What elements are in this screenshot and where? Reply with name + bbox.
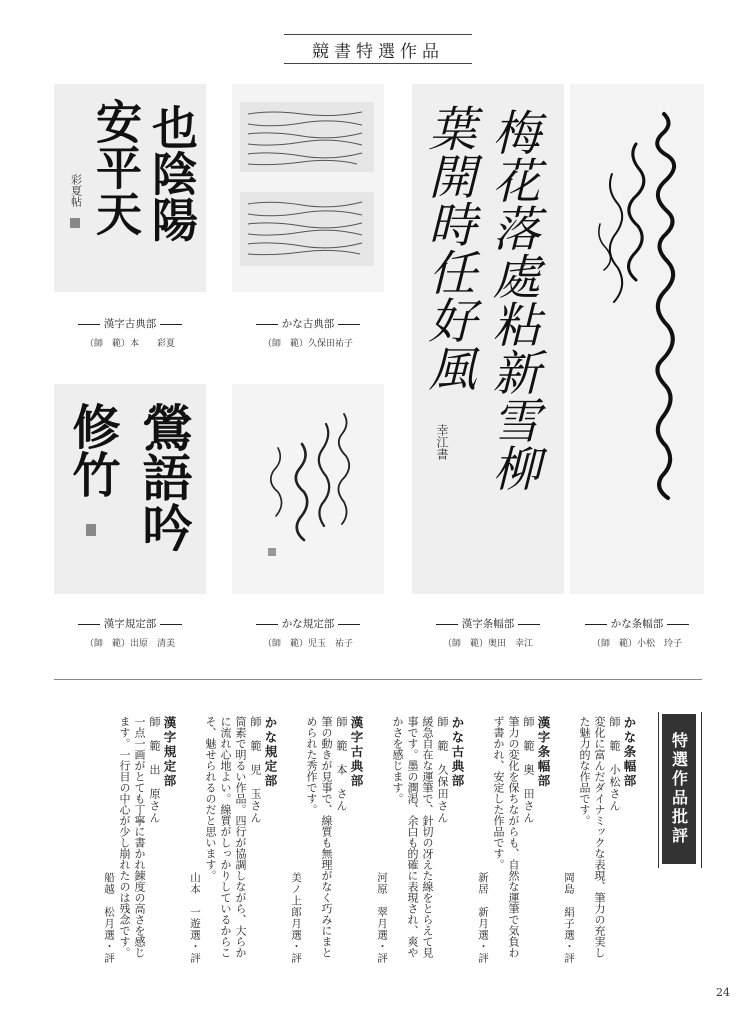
critique-section-title: 特選作品批評 — [662, 714, 696, 864]
critique-reviewer-signature: 美ノ上郎月選・評 — [290, 872, 302, 964]
category-label: かな条幅部 — [570, 616, 704, 631]
critique-text-column: かさを感じます。 — [391, 716, 404, 804]
artwork-kana-scroll — [570, 84, 704, 594]
critique-text-column: ます。一行目の中心が少し崩れたのは残念です。 — [118, 716, 131, 958]
critique-text-column: 変化に富んだダイナミックな表現、筆力の充実し — [593, 716, 606, 958]
calligraphy-column-right: 梅花落處粘新雪柳 — [484, 108, 540, 492]
critique-text-column: 事です。墨の潤渇、余白も的確に表現され、爽や — [406, 716, 419, 958]
artist-name: （師 範）児玉 祐子 — [262, 639, 353, 649]
critique-text-column: ず書かれ、安定した作品です。 — [492, 716, 505, 870]
critique-text-column: められた秀作です。 — [305, 716, 318, 815]
critique-text-column: た魅力的な作品です。 — [578, 716, 591, 826]
critique-text-column: そ、魅せられるのだと思います。 — [204, 716, 217, 881]
critique-category-heading: かな古典部 — [450, 716, 465, 789]
red-seal-mark — [86, 524, 96, 536]
critique-artist-tag: 師 範 児 玉さん — [249, 716, 262, 824]
critique-artist-tag: 師 範 久保田さん — [436, 716, 449, 824]
page-number: 24 — [716, 986, 730, 999]
category-label: 漢字規定部 — [54, 616, 206, 631]
critique-text-column: に流れ心地よい。線質がしっかりしているからこ — [219, 716, 232, 958]
critique-reviewer-signature: 河原 翠月選・評 — [376, 872, 388, 964]
critique-reviewer-signature: 岡島 絹子選・評 — [563, 872, 575, 964]
critique-category-heading: かな規定部 — [263, 716, 278, 789]
artwork-kana-rule — [232, 384, 384, 594]
artist-name: （師 範）久保田祐子 — [262, 339, 353, 349]
artist-name: （師 範）本 彩夏 — [84, 339, 175, 349]
artwork-kanji-rule — [54, 384, 206, 594]
category-label: 漢字条幅部 — [412, 616, 564, 631]
red-seal-mark — [268, 548, 276, 556]
critique-artist-tag: 師 範 本 さん — [335, 716, 348, 812]
calligraphy-column-left: 葉開時任好風 — [420, 104, 476, 392]
page-section-title: 競書特選作品 — [284, 34, 472, 64]
calligraphy-column-left: 安平天 — [89, 98, 143, 236]
critique-category-heading: かな条幅部 — [622, 716, 637, 789]
section-divider — [54, 679, 702, 680]
artist-seal-signature: 幸江書 — [435, 424, 449, 460]
critique-category-heading: 漢字条幅部 — [536, 716, 551, 789]
critique-category-heading: 漢字古典部 — [349, 716, 364, 789]
critique-artist-tag: 師 範 出 原さん — [148, 716, 161, 824]
category-label: かな規定部 — [232, 616, 384, 631]
critique-text-column: 筆力の変化を保ちながらも、自然な運筆で気負わ — [507, 716, 520, 958]
category-label: 漢字古典部 — [54, 316, 206, 331]
critique-text-column: 一点一画がとても丁寧に書かれ錬度の高さを感じ — [133, 716, 146, 958]
critique-artist-tag: 師 範 奥 田さん — [522, 716, 535, 824]
artist-seal-signature: 彩夏帖 — [69, 174, 83, 207]
artist-name: （師 範）奥田 幸江 — [442, 639, 533, 649]
critique-reviewer-signature: 新居 新月選・評 — [477, 872, 489, 964]
artwork-kanji-classic — [54, 84, 206, 292]
red-seal-mark — [70, 218, 80, 228]
artist-name: （師 範）出原 清美 — [84, 639, 175, 649]
calligraphy-column-right: 也陰陽 — [145, 104, 199, 242]
critique-text-column: 筆の動きが見事で、線質も無理がなく巧みにまと — [320, 716, 333, 958]
critique-artist-tag: 師 範 小松さん — [608, 716, 621, 812]
critique-text-column: 筒素で明るい作品。四行が協調しながら、大らか — [234, 716, 247, 958]
artwork-kana-classic — [232, 84, 384, 292]
calligraphy-column-right: 鶯語吟 — [134, 402, 194, 552]
critique-reviewer-signature: 山本 一遊選・評 — [189, 872, 201, 964]
critique-text-column: 緩急自在な運筆で、針切の冴えた線をとらえて見 — [421, 716, 434, 958]
category-label: かな古典部 — [232, 316, 384, 331]
calligraphy-column-left: 修竹 — [64, 402, 120, 498]
artwork-kanji-scroll — [412, 84, 564, 594]
critique-category-heading: 漢字規定部 — [162, 716, 177, 789]
critique-reviewer-signature: 船越 松月選・評 — [103, 872, 115, 964]
artist-name: （師 範）小松 玲子 — [591, 639, 682, 649]
